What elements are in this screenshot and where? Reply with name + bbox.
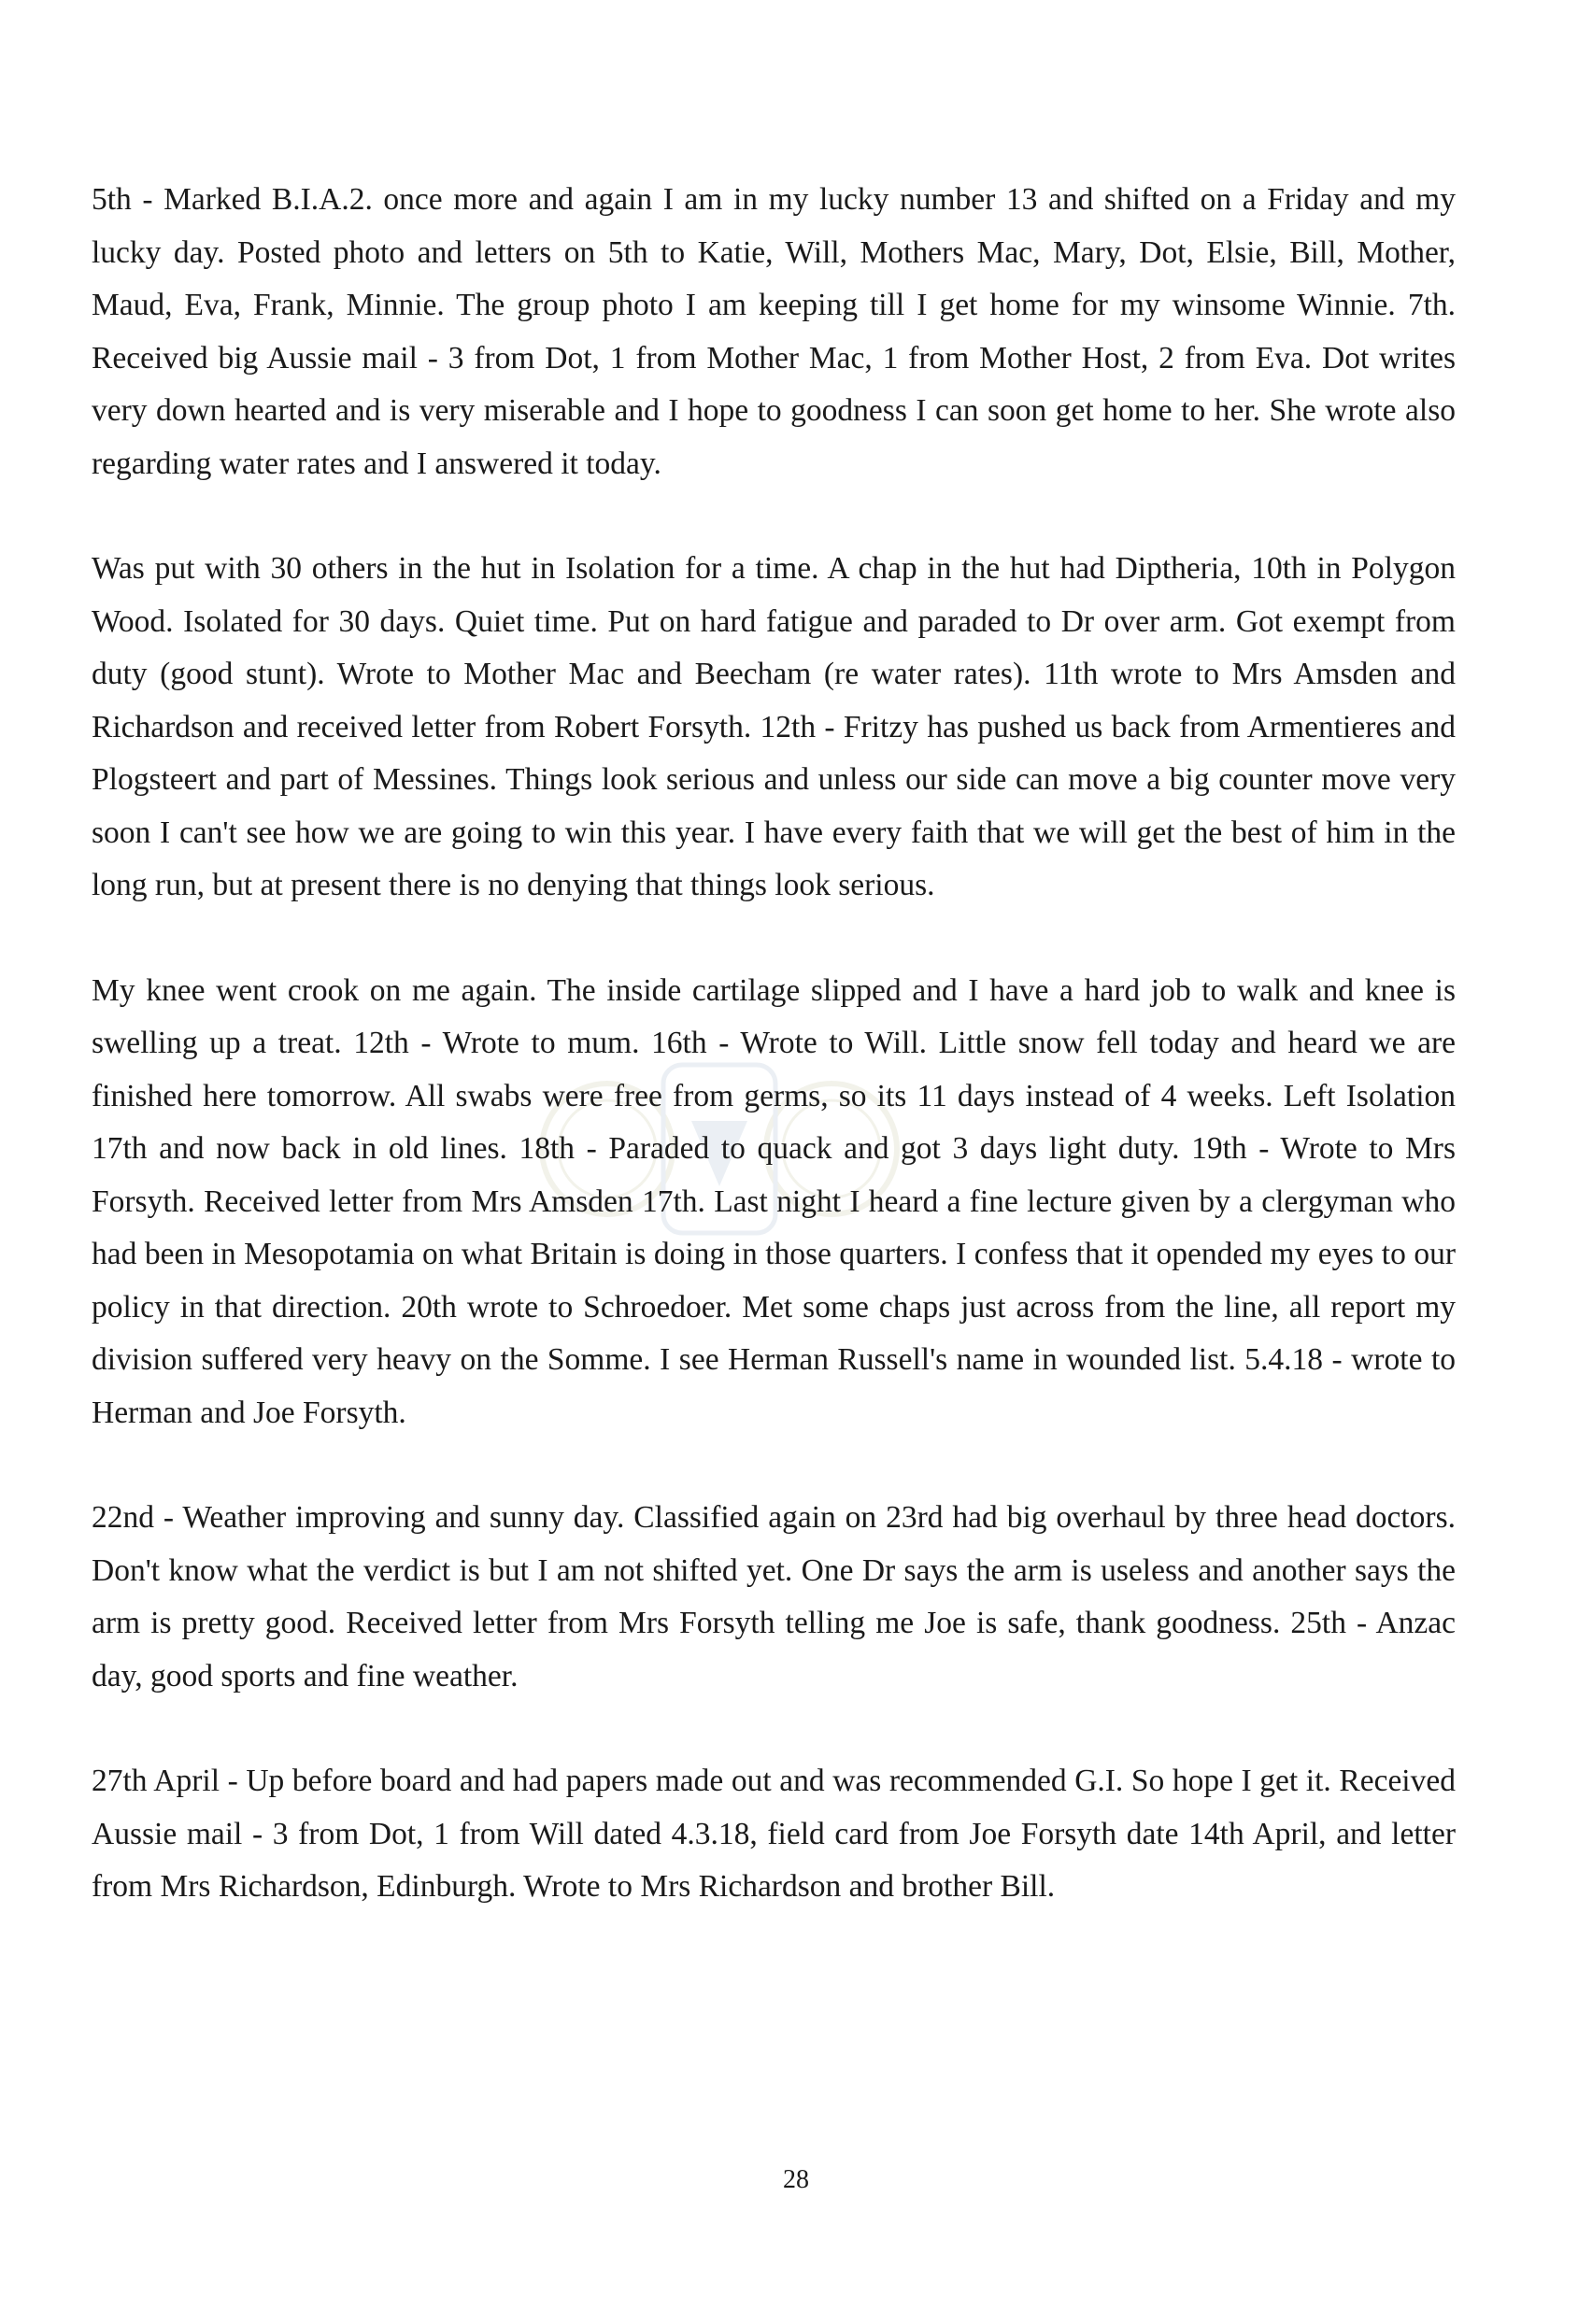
diary-paragraph-3: My knee went crook on me again. The inside cartilage slipped and I have a hard job to walk and knee is swelling up a treat. 12th - Wrote to mum. 16th - Wrote to Will. Little snow fell today and heard we are finished here tomorrow. All swabs were free from germs, so its 11 days instead of 4 weeks. Left Isolation 17th and now back in old lines. 18th - Paraded to quack and got 3 days light duty. 19th - Wrote to Mrs Forsyth. Received letter from Mrs Amsden 17th. Last night I heard a fine lecture given by a clergyman who had been in Mesopotamia on what Britain is doing in those quarters. I confess that it opended my eyes to our policy in that direction. 20th wrote to Schroedoer. Met some chaps just across from the line, all report my division suffered very heavy on the Somme. I see Herman Russell's name in wounded list. 5.4.18 - wrote to Herman and Joe Forsyth. — [92, 972, 1456, 1430]
page-number: 28 — [783, 2165, 809, 2194]
diary-paragraph-4: 22nd - Weather improving and sunny day. Classified again on 23rd had big overhaul by three head doctors. Don't know what the verdict is but I am not shifted yet. One Dr says the arm is useless and another says the arm is pretty good. Received letter from Mrs Forsyth telling me Joe is safe, thank goodness. 25th - Anzac day, good sports and fine weather. — [92, 1500, 1456, 1693]
diary-paragraph-2: Was put with 30 others in the hut in Isolation for a time. A chap in the hut had Diptheria, 10th in Polygon Wood. Isolated for 30 days. Quiet time. Put on hard fatigue and paraded to Dr over arm. Got exempt from duty (good stunt). Wrote to Mother Mac and Beecham (re water rates). 11th wrote to Mrs Amsden and Richardson and received letter from Robert Forsyth. 12th - Fritzy has pushed us back from Armentieres and Plogsteert and part of Messines. Things look serious and unless our side can move a big counter move very soon I can't see how we are going to win this year. I have every faith that we will get the best of him in the long run, but at present there is no denying that things look serious. — [92, 551, 1456, 902]
diary-paragraph-1: 5th - Marked B.I.A.2. once more and again I am in my lucky number 13 and shifted on a Friday and my lucky day. Posted photo and letters on 5th to Katie, Will, Mothers Mac, Mary, Dot, Elsie, Bill, Mother, Maud, Eva, Frank, Minnie. The group photo I am keeping till I get home for my winsome Winnie. 7th. Received big Aussie mail - 3 from Dot, 1 from Mother Mac, 1 from Mother Host, 2 from Eva. Dot writes very down hearted and is very miserable and I hope to goodness I can soon get home to her. She wrote also regarding water rates and I answered it today. — [92, 182, 1456, 481]
diary-text — [92, 174, 1456, 1914]
diary-paragraph-5: 27th April - Up before board and had papers made out and was recommended G.I. So hope I get it. Received Aussie mail - 3 from Dot, 1 from Will dated 4.3.18, field card from Joe Forsyth date 14th April, and letter from Mrs Richardson, Edinburgh. Wrote to Mrs Richardson and brother Bill. — [92, 1764, 1456, 1904]
